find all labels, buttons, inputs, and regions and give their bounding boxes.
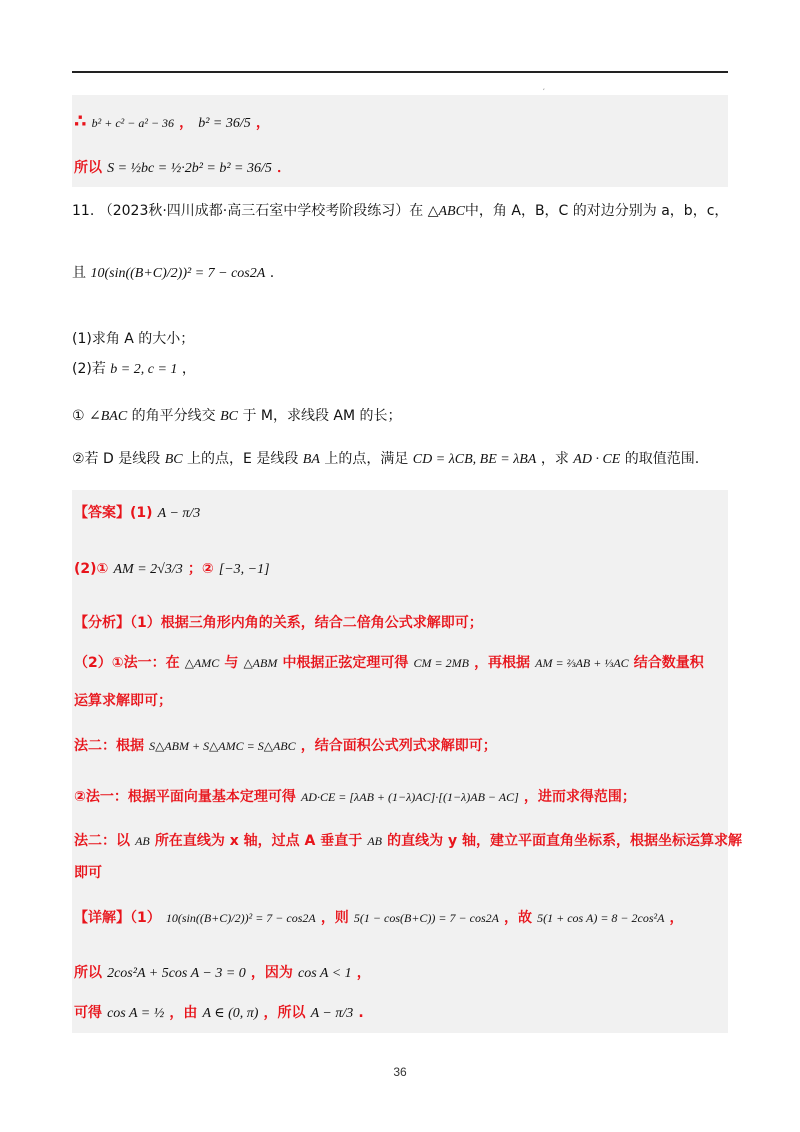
- problem-intro-rest: 中，角 A，B，C 的对边分别为 a，b，c，: [464, 203, 729, 219]
- detail-t3: ，: [669, 910, 684, 926]
- detail-t1: ，则: [320, 910, 349, 926]
- analysis-l2-d: ，再根据: [474, 655, 531, 671]
- analysis-line-4: [74, 735, 497, 755]
- analysis-l6-a: 法二：以: [74, 833, 130, 849]
- end-period: ．: [276, 160, 291, 176]
- eq-dot-expansion: AD·CE = [λAB + (1−λ)AC]·[(1−λ)AB − AC]: [300, 790, 519, 804]
- detail-a-value: A − π/3: [310, 1006, 354, 1021]
- header-rule: [72, 71, 728, 73]
- eq-area: S = ½bc = ½·2b² = b² = 36/5: [107, 161, 272, 176]
- analysis-line-3: 运算求解即可；: [74, 693, 172, 709]
- answer-line-2: [74, 558, 270, 578]
- detail-t2: ，故: [504, 910, 533, 926]
- analysis-line-1: 【分析】（1）根据三角形内角的关系，结合二倍角公式求解即可；: [74, 615, 483, 631]
- problem-number: 11.: [72, 203, 95, 219]
- problem-source: （2023秋·四川成都·高三石室中学校考阶段练习）在: [98, 203, 424, 219]
- detail-eq2: 5(1 − cos(B+C)) = 7 − cos2A: [353, 911, 499, 925]
- s1-mid: 的角平分线交: [131, 408, 216, 424]
- detail-eq1: 10(sin((B+C)/2))² = 7 − cos2A: [165, 911, 316, 925]
- answer-a: A − π/3: [157, 506, 201, 521]
- detail-l3-a: 可得: [74, 1005, 102, 1021]
- analysis-l5-b: ，进而求得范围；: [523, 789, 636, 805]
- angle-bac: ∠BAC: [89, 409, 128, 424]
- analysis-l2-b: 与: [224, 655, 239, 671]
- segment-ab: AB: [135, 834, 150, 848]
- detail-l3-b: ，由: [169, 1005, 198, 1021]
- answer-label: 【答案】(1): [74, 505, 153, 521]
- analysis-line-5: [74, 786, 636, 806]
- question-2: [72, 358, 196, 378]
- therefore-symbol: ∴: [74, 111, 87, 132]
- triangle-abc: △ABC: [427, 204, 465, 219]
- cond-end: .: [269, 265, 275, 281]
- subquestion-1: [72, 405, 402, 425]
- eq-cm-mb: CM = 2MB: [413, 656, 469, 670]
- analysis-line-2: [74, 652, 704, 672]
- solution-box: [72, 490, 742, 1033]
- analysis-line-6: [74, 830, 742, 850]
- detail-eq3: 5(1 + cos A) = 8 − 2cos²A: [537, 911, 665, 925]
- cond-prefix: 且: [72, 265, 86, 281]
- s1-rest: 于 M，求线段 AM 的长；: [242, 408, 402, 424]
- eq-b-squared: b² = 36/5: [198, 116, 251, 131]
- therefore-text: 所以: [74, 160, 102, 176]
- detail-l2-b: ，因为: [250, 965, 293, 981]
- analysis-l2-c: 中根据正弦定理可得: [282, 655, 409, 671]
- subquestion-2: [72, 448, 699, 468]
- q2-end: ，: [181, 361, 196, 377]
- analysis-l4-b: ，结合面积公式列式求解即可；: [300, 738, 497, 754]
- q2-equation: b = 2, c = 1: [110, 362, 178, 377]
- detail-l3-d: .: [358, 1005, 364, 1021]
- s2-mid2: 上的点，满足: [324, 451, 409, 467]
- problem-condition: [72, 262, 274, 282]
- answer-part2-label: (2)①: [74, 561, 109, 577]
- triangle-abm: △ABM: [243, 656, 278, 670]
- analysis-l6-b: 所在直线为 x 轴，过点 A 垂直于: [154, 833, 363, 849]
- analysis-l2-a: （2）①法一：在: [74, 655, 180, 671]
- detail-a-range: A ∈ (0, π): [202, 1006, 259, 1021]
- eq-sum-squares: b² + c² − a² − 36: [91, 116, 175, 130]
- detail-label: 【详解】（1）: [74, 910, 161, 926]
- answer-sep: ；②: [187, 561, 214, 577]
- question-1: (1)求角 A 的大小；: [72, 331, 195, 347]
- s2-prefix: ②若 D 是线段: [72, 451, 161, 467]
- prev-solution-box: [72, 95, 728, 187]
- prev-solution-line-2: [74, 157, 291, 177]
- segment-ba: BA: [302, 452, 320, 467]
- cond-equation: 10(sin((B+C)/2))² = 7 − cos2A: [90, 266, 266, 281]
- segment-bc: BC: [220, 409, 238, 424]
- detail-l2-a: 所以: [74, 965, 102, 981]
- triangle-amc: △AMC: [184, 656, 220, 670]
- detail-cos-value: cos A = ½: [107, 1006, 165, 1021]
- detail-l3-c: ，所以: [263, 1005, 306, 1021]
- s2-end: 的取值范围.: [624, 451, 700, 467]
- s1-prefix: ①: [72, 408, 85, 424]
- analysis-l2-e: 结合数量积: [633, 655, 704, 671]
- analysis-line-7: 即可: [74, 865, 102, 881]
- analysis-l5-a: ②法一：根据平面向量基本定理可得: [74, 789, 296, 805]
- detail-l2-c: ，: [356, 965, 371, 981]
- answer-range: [−3, −1]: [218, 562, 270, 577]
- detail-line-1: [74, 907, 684, 927]
- s2-mid1: 上的点，E 是线段: [187, 451, 299, 467]
- eq-am-vector: AM = ⅔AB + ⅓AC: [535, 656, 629, 670]
- sep: ，: [179, 115, 194, 131]
- prev-solution-line-1: [74, 111, 270, 132]
- analysis-l6-c: 的直线为 y 轴，建立平面直角坐标系，根据坐标运算求解: [387, 833, 742, 849]
- detail-line-2: [74, 962, 371, 982]
- s2-mid3: ，求: [540, 451, 569, 467]
- eq-area-sum: S△ABM + S△AMC = S△ABC: [149, 739, 296, 753]
- analysis-l4-a: 法二：根据: [74, 738, 144, 754]
- answer-line-1: [74, 502, 200, 522]
- vector-condition: CD = λCB, BE = λBA: [412, 452, 537, 467]
- detail-line-3: [74, 1002, 364, 1022]
- detail-cos-bound: cos A < 1: [298, 966, 352, 981]
- answer-am: AM = 2√3/3: [113, 562, 183, 577]
- segment-bc-2: BC: [164, 452, 183, 467]
- header-mark: ,: [543, 84, 545, 91]
- q2-prefix: (2)若: [72, 361, 106, 377]
- detail-quadratic: 2cos²A + 5cos A − 3 = 0: [107, 966, 246, 981]
- problem-intro: [72, 200, 728, 220]
- dot-product: AD · CE: [573, 452, 621, 467]
- end-comma: ，: [255, 115, 270, 131]
- segment-ab-2: AB: [367, 834, 382, 848]
- page-number: 36: [393, 1065, 407, 1079]
